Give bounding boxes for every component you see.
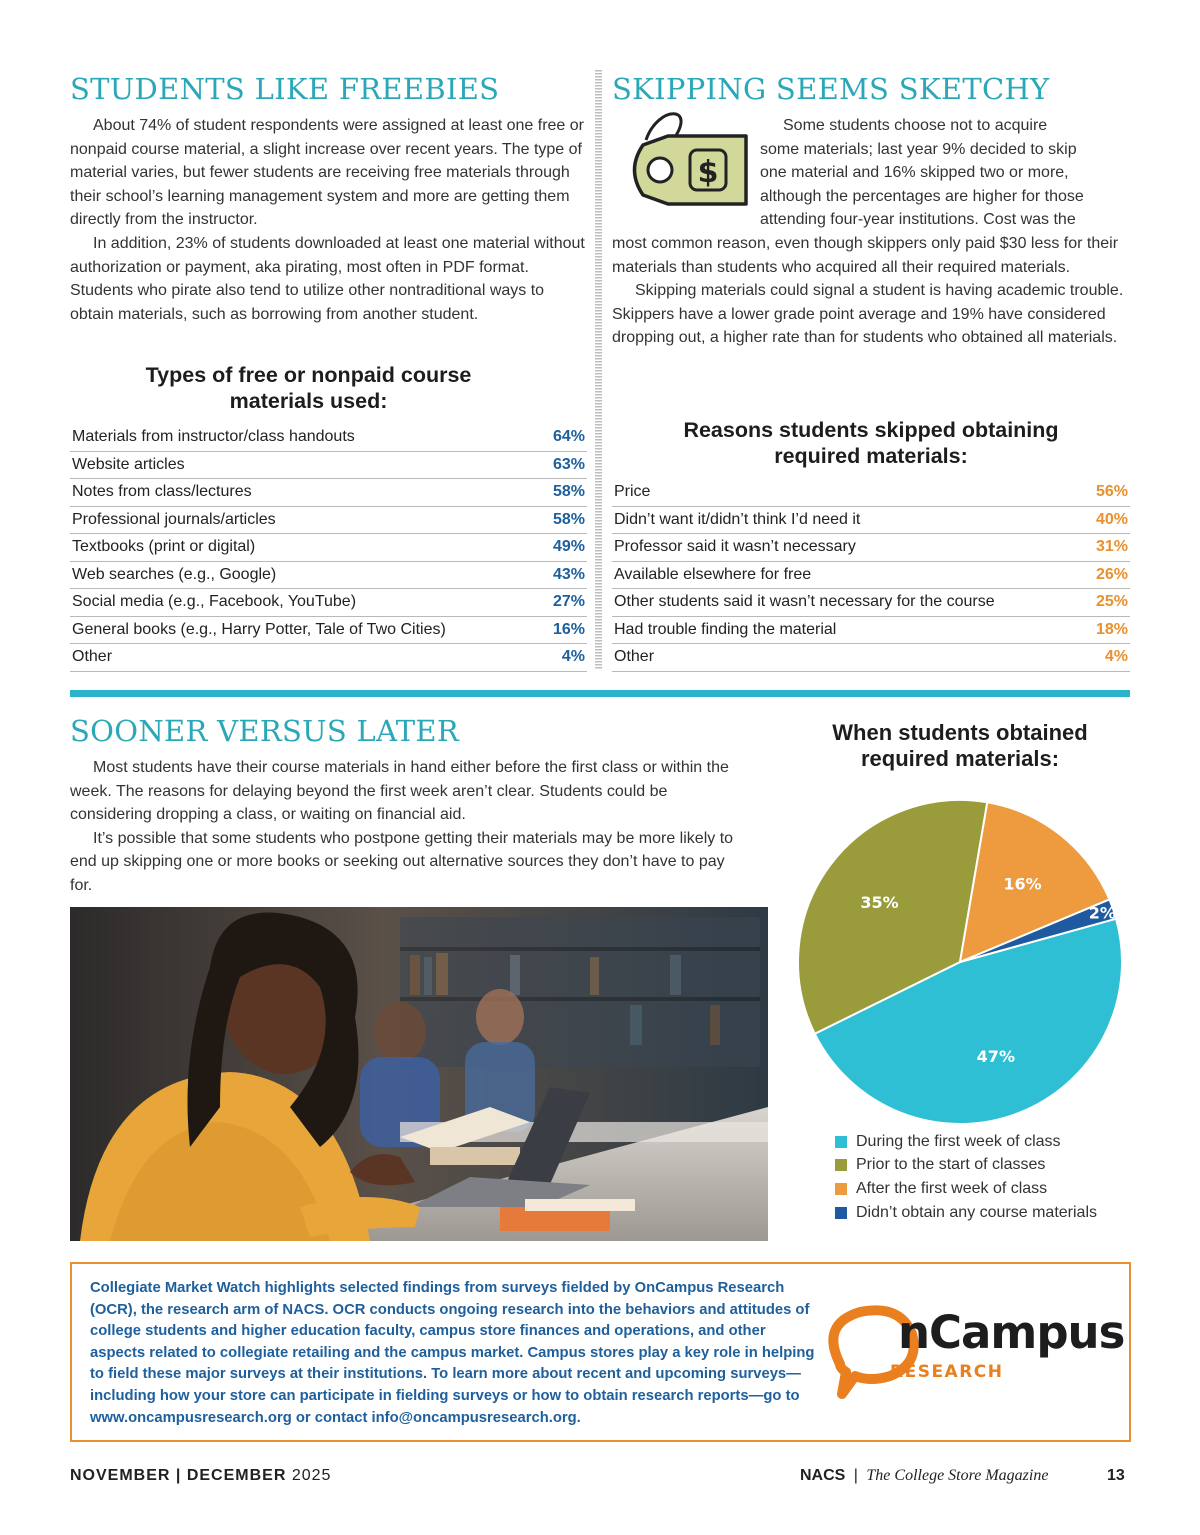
row-percent: 27%: [552, 593, 585, 611]
row-percent: 49%: [552, 538, 585, 556]
legend-item: [835, 1130, 1097, 1154]
legend-label: During the first week of class: [856, 1132, 1061, 1150]
legend-swatch: [835, 1136, 847, 1148]
skipping-table: [612, 479, 1130, 672]
row-label: Notes from class/lectures: [72, 483, 252, 501]
pie-chart-title: [790, 720, 1130, 772]
oncampus-research-logo: [820, 1304, 1125, 1404]
freebies-para-2: In addition, 23% of students downloaded at least one material without authorization or payment, aka pirating, most often in PDF format. Students who pirate also tend to utilize other nontraditional ways to obtain materials, such as borrowing from another student.: [70, 234, 585, 323]
table-row: [70, 617, 587, 645]
skipping-para-1-line: attending four-year institutions. Cost was the: [760, 211, 1076, 229]
row-label: Social media (e.g., Facebook, YouTube): [72, 593, 357, 611]
table-row: [70, 644, 587, 672]
row-percent: 4%: [561, 648, 585, 666]
row-percent: 43%: [552, 565, 585, 583]
column-divider: [595, 70, 602, 670]
freebies-table-title: [70, 362, 587, 414]
skipping-table-title-line2: required materials:: [774, 444, 968, 468]
skipping-para-2: Skipping materials could signal a student is having academic trouble. Skippers have a lower grade point average and 19% have considered dropping out, a higher rate than for students who obtained all materials.: [612, 282, 1124, 347]
table-row: [70, 534, 587, 562]
row-percent: 16%: [552, 620, 585, 638]
footer-page-number: 13: [1107, 1467, 1125, 1484]
table-row: [612, 617, 1130, 645]
legend-label: Prior to the start of classes: [856, 1156, 1046, 1174]
legend-swatch: [835, 1159, 847, 1171]
legend-label: After the first week of class: [856, 1179, 1048, 1197]
pie-legend: [835, 1130, 1097, 1224]
footer-issue-months: NOVEMBER | DECEMBER: [70, 1467, 287, 1484]
freebies-table-title-line2: materials used:: [229, 389, 388, 413]
pie-chart-title-line2: required materials:: [860, 746, 1060, 771]
row-label: Professor said it wasn’t necessary: [614, 538, 856, 556]
skipping-table-title: [612, 417, 1130, 469]
row-percent: 56%: [1095, 483, 1128, 501]
legend-swatch: [835, 1207, 847, 1219]
row-label: Price: [614, 483, 651, 501]
freebies-table-title-line1: Types of free or nonpaid course: [145, 363, 472, 387]
freebies-heading: STUDENTS LIKE FREEBIES: [70, 72, 500, 106]
row-label: Materials from instructor/class handouts: [72, 428, 355, 446]
footer-org: NACS: [800, 1467, 846, 1484]
freebies-para-1: About 74% of student respondents were assigned at least one free or nonpaid course material, a slight increase over recent years. The type of material varies, but fewer students are receiving free materials through their school’s learning management system and more are getting them directly from the instructor.: [70, 117, 584, 229]
row-percent: 18%: [1095, 620, 1128, 638]
table-row: [612, 479, 1130, 507]
footer-separator: |: [853, 1467, 858, 1484]
pie-slice-label: 35%: [860, 892, 899, 912]
row-label: Available elsewhere for free: [614, 565, 812, 583]
logo-wordmark: nCampus: [898, 1306, 1125, 1359]
pie-slice-label: 2%: [1088, 903, 1116, 923]
skipping-table-block: [612, 417, 1130, 672]
row-percent: 58%: [552, 483, 585, 501]
pie-slice-label: 16%: [1003, 874, 1042, 894]
table-row: [612, 507, 1130, 535]
footer-issue: [70, 1467, 331, 1485]
freebies-body: [70, 114, 587, 326]
row-label: Other students said it wasn’t necessary for the course: [614, 593, 995, 611]
footer-issue-year: 2025: [291, 1467, 332, 1484]
row-label: Didn’t want it/didn’t think I’d need it: [614, 510, 861, 528]
table-row: [612, 644, 1130, 672]
ocr-info-box: [70, 1262, 1131, 1442]
row-percent: 26%: [1095, 565, 1128, 583]
table-row: [70, 589, 587, 617]
table-row: [612, 534, 1130, 562]
row-percent: 63%: [552, 455, 585, 473]
student-photo: [70, 907, 768, 1241]
legend-item: [835, 1154, 1097, 1178]
row-percent: 64%: [552, 428, 585, 446]
row-label: Website articles: [72, 455, 185, 473]
row-percent: 40%: [1095, 510, 1128, 528]
row-percent: 25%: [1095, 593, 1128, 611]
skipping-para-1-line: although the percentages are higher for those: [760, 187, 1084, 205]
table-row: [70, 479, 587, 507]
freebies-section: [70, 70, 587, 326]
row-percent: 58%: [552, 510, 585, 528]
pie-chart-title-line1: When students obtained: [832, 720, 1088, 745]
skipping-table-title-line1: Reasons students skipped obtaining: [683, 418, 1059, 442]
legend-label: Didn’t obtain any course materials: [856, 1203, 1098, 1221]
legend-item: [835, 1177, 1097, 1201]
row-label: Other: [614, 648, 655, 666]
skipping-heading: SKIPPING SEEMS SKETCHY: [612, 72, 1050, 106]
row-label: Web searches (e.g., Google): [72, 565, 277, 583]
freebies-table: [70, 424, 587, 672]
price-tag-dollar-icon: [618, 110, 758, 210]
table-row: [70, 452, 587, 480]
table-row: [70, 424, 587, 452]
legend-item: [835, 1201, 1097, 1225]
row-percent: 4%: [1104, 648, 1128, 666]
pie-slice-label: 47%: [976, 1046, 1015, 1066]
footer-publication: [800, 1467, 1048, 1485]
footer-magazine: The College Store Magazine: [866, 1467, 1049, 1484]
sooner-section: [70, 712, 735, 898]
legend-swatch: [835, 1183, 847, 1195]
row-label: Textbooks (print or digital): [72, 538, 256, 556]
skipping-section: [612, 70, 1130, 350]
sooner-para-2: It’s possible that some students who postpone getting their materials may be more likely to end up skipping one or more books or seeking out alternative sources they don’t have to pay for.: [70, 829, 734, 894]
skipping-para-1-line: some materials; last year 9% decided to skip: [760, 140, 1077, 158]
skipping-para-1-line: Some students choose not to acquire: [783, 117, 1048, 134]
logo-subtitle: RESEARCH: [890, 1362, 1004, 1382]
sooner-heading: SOONER VERSUS LATER: [70, 714, 460, 748]
pie-chart: [780, 782, 1140, 1142]
skipping-para-1-rest: most common reason, even though skippers only paid $30 less for their materials than students who acquired all their required materials.: [612, 234, 1119, 276]
table-row: [612, 589, 1130, 617]
svg-text:$: $: [697, 155, 719, 190]
row-label: Other: [72, 648, 113, 666]
table-row: [70, 507, 587, 535]
sooner-para-1: Most students have their course materials in hand either before the first class or within the week. The reasons for delaying beyond the first week aren’t clear. Students could be considering dropping a class, or waiting on financial aid.: [70, 759, 729, 824]
sooner-body: [70, 756, 735, 898]
row-label: Professional journals/articles: [72, 510, 276, 528]
freebies-table-block: [70, 362, 587, 672]
row-label: Had trouble finding the material: [614, 620, 837, 638]
ocr-info-text: Collegiate Market Watch highlights selected findings from surveys fielded by OnCampus Research (OCR), the research arm of NACS. OCR conducts ongoing research into the behaviors and attitudes of college students and higher education faculty, campus store finances and operations, and other aspects related to collegiate retailing and the campus market. Campus stores play a key role in helping to field these major surveys at their institutions. To learn more about recent and upcoming surveys—including how your store can participate in fielding surveys or how to obtain research reports—go to www.oncampusresearch.org or contact info@oncampusresearch.org.: [90, 1280, 815, 1426]
table-row: [612, 562, 1130, 590]
section-separator: [70, 690, 1130, 697]
row-label: General books (e.g., Harry Potter, Tale of Two Cities): [72, 620, 446, 638]
row-percent: 31%: [1095, 538, 1128, 556]
skipping-para-1-line: one material and 16% skipped two or more,: [760, 164, 1069, 182]
table-row: [70, 562, 587, 590]
